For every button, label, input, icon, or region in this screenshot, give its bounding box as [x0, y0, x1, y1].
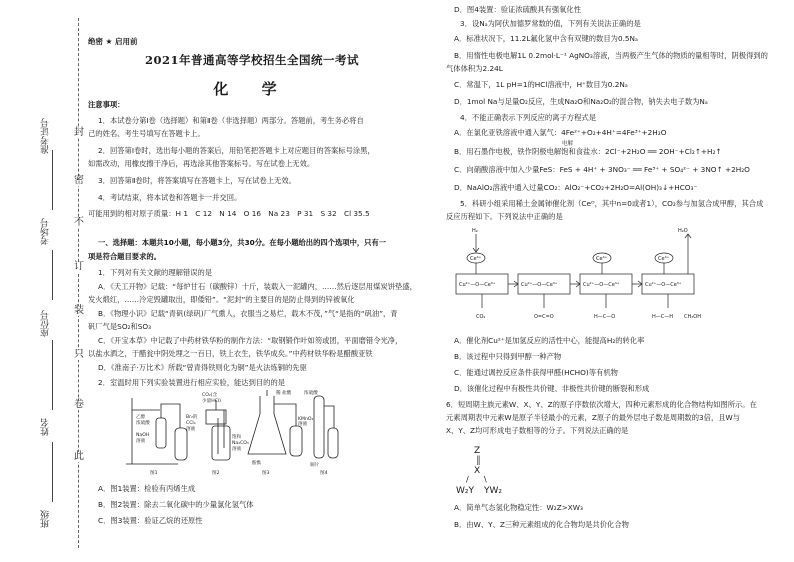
reagent-label: Na₂CO₃ [232, 441, 249, 446]
structure-group-left: W₂Y [456, 486, 475, 496]
q2-apparatus-figure [120, 388, 340, 476]
q5-stem: 反应历程如下。下列说法中正确的是 [446, 212, 563, 221]
mech-label: H—C—O [594, 314, 616, 320]
reagent-label: 少量HCl) [202, 399, 221, 404]
q2-option-d: D．图4装置：验证浓硫酸具有强氧化性 [454, 5, 582, 14]
figure-label: 图1 [150, 471, 158, 476]
q2-stem: 2．室温时用下列实验装置进行相应实验，能达到目的的是 [98, 378, 286, 387]
note-line: 4．考试结束，将本试卷和答题卡一并交回。 [98, 193, 242, 202]
note-line: 2．回答第Ⅰ卷时，选出每小题的答案后，用铅笔把答题卡上对应题目的答案标号涂黑， [98, 146, 375, 155]
q6-option-b: B．由W、Y、Z三种元素组成的化合物均是共价化合物 [454, 520, 629, 529]
section-heading: 一、选择题：本题共10小题，每小题3分，共30分。在每小题给出的四个选项中，只有一 [98, 238, 387, 247]
q1-stem: 1．下列对有关文献的理解错误的是 [98, 268, 213, 277]
mech-label: CO₂ [476, 314, 486, 320]
double-bond: ║ [476, 456, 481, 465]
note-line: 如需改动，用橡皮擦干净后，再选涂其他答案标号。写在试卷上无效。 [88, 159, 315, 168]
note-line: 己的姓名、考生号填写在答题卡上。 [88, 129, 205, 138]
reagent-label: KMnO₄ [298, 417, 314, 422]
mech-label: Cu²⁺—O—Ce³⁺ [521, 282, 558, 288]
figure-label: 图2 [212, 471, 220, 476]
q3-stem: 3．设Nₐ为阿伏加德罗常数的值，下列有关说法正确的是 [460, 19, 641, 28]
mech-label: H₂ [472, 228, 478, 234]
binding-char: 此 [74, 451, 84, 462]
q4-option-d: D．NaAlO₂溶液中通入过量CO₂：AlO₂⁻+CO₂+2H₂O=Al(OH)₃↓+HCO₃⁻ [454, 183, 698, 192]
binding-char: 只 [74, 349, 84, 360]
note-line: 1．本试卷分第Ⅰ卷（选择题）和第Ⅱ卷（非选择题）两部分。答题前，考生务必将自 [98, 116, 364, 125]
side-blank-line [52, 340, 53, 410]
reagent-label: 饱和 [232, 435, 242, 440]
q1-option-a: 发火煅红，……冷定毁罐取出，即倭铅”。“泥封”的主要目的是防止得到的锌被氧化 [88, 295, 355, 304]
q4-option-c: C．向硝酸溶液中加入少量FeS：FeS + 4H⁺ + 3NO₃⁻ ══ Fe³⁺ + SO₄²⁻ + 3NO↑ +2H₂O [454, 165, 750, 174]
note-line: 3．回答第Ⅱ卷时，将答案填写在答题卡上，写在试卷上无效。 [98, 176, 296, 185]
binding-char: 卷 [74, 399, 84, 410]
binding-char: 装 [74, 305, 84, 316]
q1-option-b: B．《物理小识》记载“青矾(绿矾)厂气熏人，衣服当之易烂，载木不茂，”气“是指的“矾油”，青 [98, 309, 398, 318]
q6-stem: 6．短周期主族元素W、X、Y、Z的原子序数依次增大，四种元素形成的化合物结构如图所示。在 [446, 400, 757, 409]
reagent-label: 乙醇 [136, 415, 146, 420]
q3-option-c: C．常温下，1L pH=1的HCl溶液中，H⁺数目为0.2Nₐ [454, 80, 628, 89]
q1-option-c: 以盐水洒之，于醋瓮中阴处埋之一百日，铁上衣生，铁华成矣。”中药材铁华粉是醋酸亚铁 [88, 349, 373, 358]
structure-atom-x: X [474, 466, 481, 476]
reagent-label: 溶液 [136, 439, 146, 444]
binding-dashed-line [78, 18, 79, 548]
reagent-label: 铜片 [310, 463, 320, 468]
binding-char: 封 [74, 127, 84, 138]
reagent-label: 浓硫酸 [304, 391, 318, 396]
side-label-seat: 座位号 [41, 310, 51, 337]
binding-char: 订 [74, 261, 84, 272]
reagent-label: Br₂的 [186, 415, 198, 420]
q2-option-a: A．图1装置：检验有丙烯生成 [98, 484, 196, 493]
mech-label: H—C—H [652, 314, 674, 320]
q4-option-a: A．在氯化亚铁溶液中通入氯气：4Fe²⁺+O₂+4H⁺=4Fe³⁺+2H₂O [454, 128, 667, 137]
q6-option-a: A．简单气态氢化物稳定性：W₂Z>XW₃ [454, 503, 583, 512]
q1-option-c: C．《开宝本草》中记载了中药材铁华粉的制作方法：“取钢锻作叶如笏或团，平面磨错令光净， [98, 336, 403, 345]
q6-stem: X、Y、Z均可形成电子数相等的分子。下列说法正确的是 [446, 426, 629, 435]
note-line: 可能用到的相对原子质量：H 1 C 12 N 14 O 16 Na 23 P 31 S 32 Cl 35.5 [88, 209, 370, 218]
q5-stem: 5．科研小组采用稀土金属铈催化剂（Ceᴼ，其中n=0或者1），CO₂参与加氢合成甲醇，其合成 [460, 199, 764, 208]
q3-option-b: 气体体积为2.24L [446, 64, 503, 73]
q5-option-d: D．该催化过程中有极性共价键、非极性共价键的断裂和形成 [454, 384, 650, 393]
side-label-class: 班级 [41, 510, 51, 528]
q5-option-a: A．催化剂Cu²⁺是加氢反应的活性中心，能提高H₂的转化率 [454, 336, 645, 345]
reagent-label: 稀 [276, 391, 281, 396]
mech-label: Cu²⁺—O—Ce³⁺ [645, 282, 682, 288]
mech-label: Cu²⁺—O—Ce³⁺ [583, 282, 620, 288]
side-blank-line [52, 150, 53, 210]
q3-option-a: A．标准状况下，11.2L氟化氢中含有双键的数目为0.5Nₐ [454, 34, 638, 43]
left-column [84, 0, 420, 562]
mech-label: H₂O [678, 228, 688, 234]
subject-title: 化 学 [213, 80, 291, 98]
secret-mark: 绝密 ★ 启用前 [88, 37, 138, 46]
q6-stem: 元素周期表中元素W是原子半径最小的元素，Z原子的最外层电子数是周期数的3倍，且W与 [446, 413, 741, 422]
q1-option-a: A．《天工开物》记载：“每炉甘石（碳酸锌）十斤，装载入一泥罐内，……然后逐层用煤炭饼垫盛， [98, 282, 417, 291]
q2-option-c: C．图3装置：验证乙烷的还原性 [98, 516, 203, 525]
side-blank-line [52, 250, 53, 300]
figure-label: 图3 [262, 471, 270, 476]
q4-option-b: B．用石墨作电极，铁作阴极电解饱和食盐水：2Cl⁻+2H₂O ══ 2OH⁻+Cl₂↑+H₂↑ [454, 147, 722, 156]
mech-label: Ce⁴⁺ [470, 256, 482, 262]
side-label-ticket: 准考证号 [41, 118, 51, 154]
bond-right: \ [484, 475, 487, 484]
binding-char: 不 [74, 217, 84, 228]
mech-label: Ce⁴⁺ [596, 256, 608, 262]
q2-option-b: B．图2装置：除去二氧化碳中的少量氯化氢气体 [98, 500, 254, 509]
structure-group-right: YW₂ [484, 486, 503, 496]
reagent-label: NaOH [136, 433, 150, 438]
reagent-label: 盐酸 [282, 391, 292, 396]
exam-title: 2021年普通高等学校招生全国统一考试 [144, 53, 359, 67]
notes-title: 注意事项： [88, 100, 125, 109]
mech-label: CH₃OH [684, 314, 701, 320]
reagent-label: 浓硫酸 [136, 421, 150, 426]
mech-label: Cu²⁺—O—Ce³⁺ [459, 282, 496, 288]
side-label-name: 姓名 [41, 418, 51, 436]
reagent-label: 溶液 [186, 427, 196, 432]
q5-mechanism-figure [452, 226, 704, 334]
q1-option-d: D．《淮南子·万比术》所载“曾青得铁则化为铜”是火法炼铜的先驱 [98, 363, 307, 372]
q3-option-b: B．用惰性电极电解1L 0.2mol·L⁻¹ AgNO₃溶液，当两极产生气体的物质的量相等时，阴极得到的 [454, 51, 768, 60]
structure-atom-z: Z [474, 446, 481, 456]
reagent-label: 酚酞 [252, 461, 262, 466]
bond-left: / [466, 475, 469, 484]
reagent-label: 溶液 [298, 422, 308, 427]
mech-label: Ce⁴⁺ [658, 256, 670, 262]
q4-b-condition: 电解 [562, 141, 574, 147]
q1-option-b: 矾厂气是SO₂和SO₃ [88, 322, 152, 331]
q3-option-d: D．1mol Na与足量O₂反应，生成Na₂O和Na₂O₂的混合物，钠失去电子数为Nₐ [454, 97, 708, 106]
side-blank-line [52, 442, 53, 502]
mech-label: O=C=O [534, 314, 554, 320]
section-heading: 项是符合题目要求的。 [88, 252, 161, 261]
q5-option-c: C．能通过调控反应条件获得甲醛(HCHO)等有机物 [454, 368, 618, 377]
side-label-room: 考场号 [41, 218, 51, 245]
reagent-label: 溶液 [232, 447, 242, 452]
reagent-label: CO₂(含 [202, 393, 218, 398]
q4-stem: 4．不能正确表示下列反应的离子方程式是 [460, 113, 596, 122]
binding-char: 密 [74, 175, 84, 186]
figure-label: 图4 [320, 471, 328, 476]
reagent-label: CCl₄ [186, 421, 196, 426]
q5-option-b: B．该过程中只得到甲醇一种产物 [454, 352, 562, 361]
